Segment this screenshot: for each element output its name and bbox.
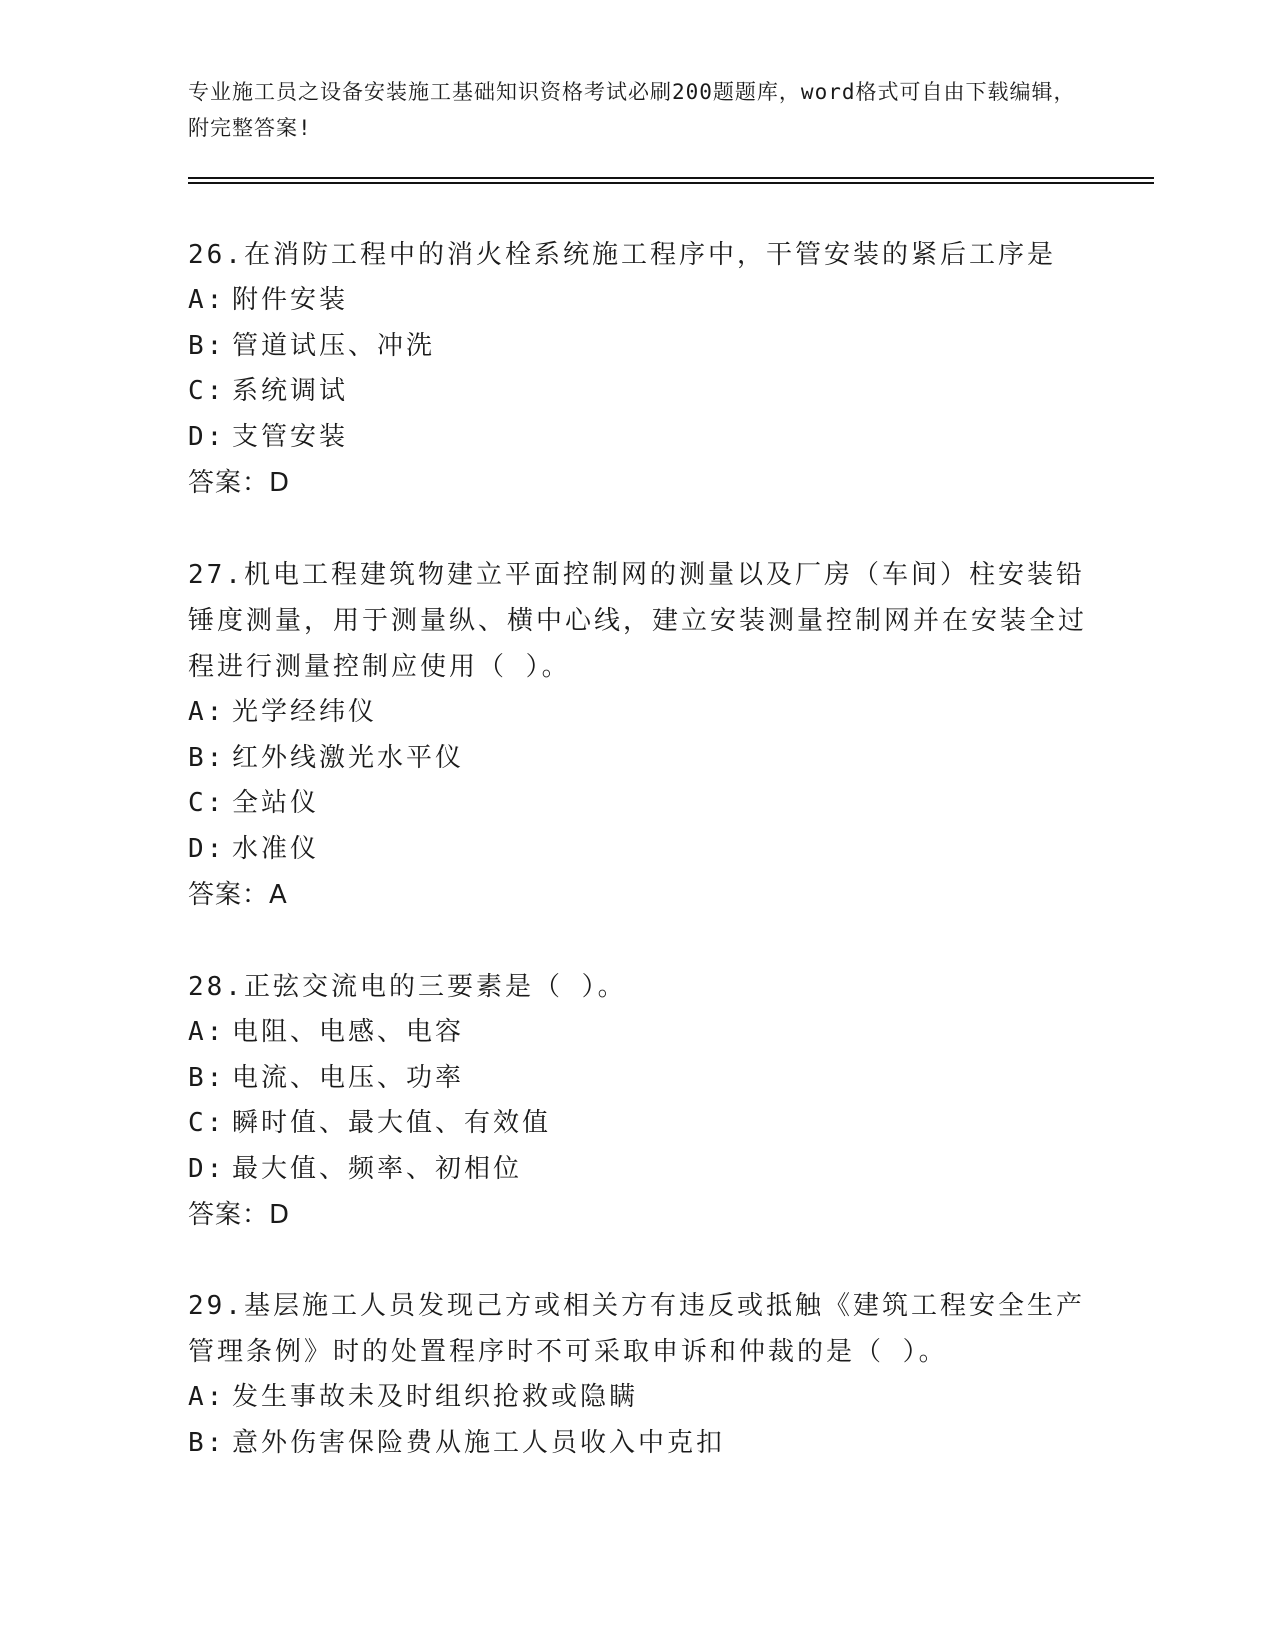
document-header: 专业施工员之设备安装施工基础知识资格考试必刷200题题库，word格式可自由下载编辑，附完整答案!	[188, 80, 1076, 140]
option-b	[188, 1421, 1088, 1467]
option-b	[188, 1056, 1088, 1102]
option-key: B:	[188, 1427, 226, 1458]
question-26	[188, 232, 1088, 506]
option-key: A:	[188, 697, 226, 727]
question-27	[188, 552, 1088, 918]
option-key: A:	[188, 285, 226, 315]
option-a	[188, 1375, 1088, 1421]
option-c	[188, 1101, 1088, 1147]
option-key: D:	[188, 833, 226, 864]
option-key: B:	[188, 330, 226, 361]
option-b	[188, 736, 1088, 782]
header-divider-line	[188, 177, 1154, 179]
option-d	[188, 1147, 1088, 1193]
option-d	[188, 415, 1088, 461]
answer-line: 答案：A	[188, 880, 288, 910]
question-stem: 27.机电工程建筑物建立平面控制网的测量以及厂房（车间）柱安装铅锤度测量，用于测量纵、横中心线，建立安装测量控制网并在安装全过程进行测量控制应使用（ ）。	[188, 560, 1088, 682]
option-key: B:	[188, 742, 226, 773]
option-text: 光学经纬仪	[232, 697, 378, 727]
option-key: D:	[188, 421, 226, 452]
question-stem: 26.在消防工程中的消火栓系统施工程序中，干管安装的紧后工序是	[188, 240, 1056, 270]
option-text: 意外伤害保险费从施工人员收入中克扣	[232, 1427, 726, 1458]
option-text: 电阻、电感、电容	[232, 1017, 465, 1047]
question-stem: 29.基层施工人员发现己方或相关方有违反或抵触《建筑工程安全生产管理条例》时的处置程序时不可采取申诉和仲裁的是（ ）。	[188, 1291, 1085, 1367]
option-a	[188, 690, 1088, 736]
option-d	[188, 827, 1088, 873]
header-divider-line	[188, 182, 1154, 184]
question-28	[188, 964, 1088, 1238]
option-key: A:	[188, 1017, 226, 1047]
option-text: 发生事故未及时组织抢救或隐瞒	[232, 1382, 639, 1412]
option-text: 全站仪	[232, 788, 320, 818]
option-key: B:	[188, 1062, 226, 1093]
question-29	[188, 1283, 1088, 1466]
answer-line: 答案：D	[188, 468, 291, 498]
option-key: C:	[188, 376, 226, 406]
option-key: A:	[188, 1382, 226, 1412]
question-stem: 28.正弦交流电的三要素是（ ）。	[188, 972, 627, 1002]
option-text: 系统调试	[232, 376, 349, 406]
option-text: 管道试压、冲洗	[232, 330, 436, 361]
option-key: C:	[188, 788, 226, 818]
option-text: 水准仪	[232, 833, 320, 864]
answer-line: 答案：D	[188, 1200, 291, 1230]
option-text: 附件安装	[232, 285, 349, 315]
option-c	[188, 369, 1088, 415]
option-text: 最大值、频率、初相位	[232, 1153, 523, 1184]
option-a	[188, 278, 1088, 324]
option-text: 支管安装	[232, 421, 349, 452]
option-b	[188, 324, 1088, 370]
option-text: 瞬时值、最大值、有效值	[232, 1108, 552, 1138]
option-key: C:	[188, 1108, 226, 1138]
option-c	[188, 781, 1088, 827]
option-a	[188, 1010, 1088, 1056]
option-text: 红外线激光水平仪	[232, 742, 465, 773]
option-text: 电流、电压、功率	[232, 1062, 465, 1093]
option-key: D:	[188, 1153, 226, 1184]
